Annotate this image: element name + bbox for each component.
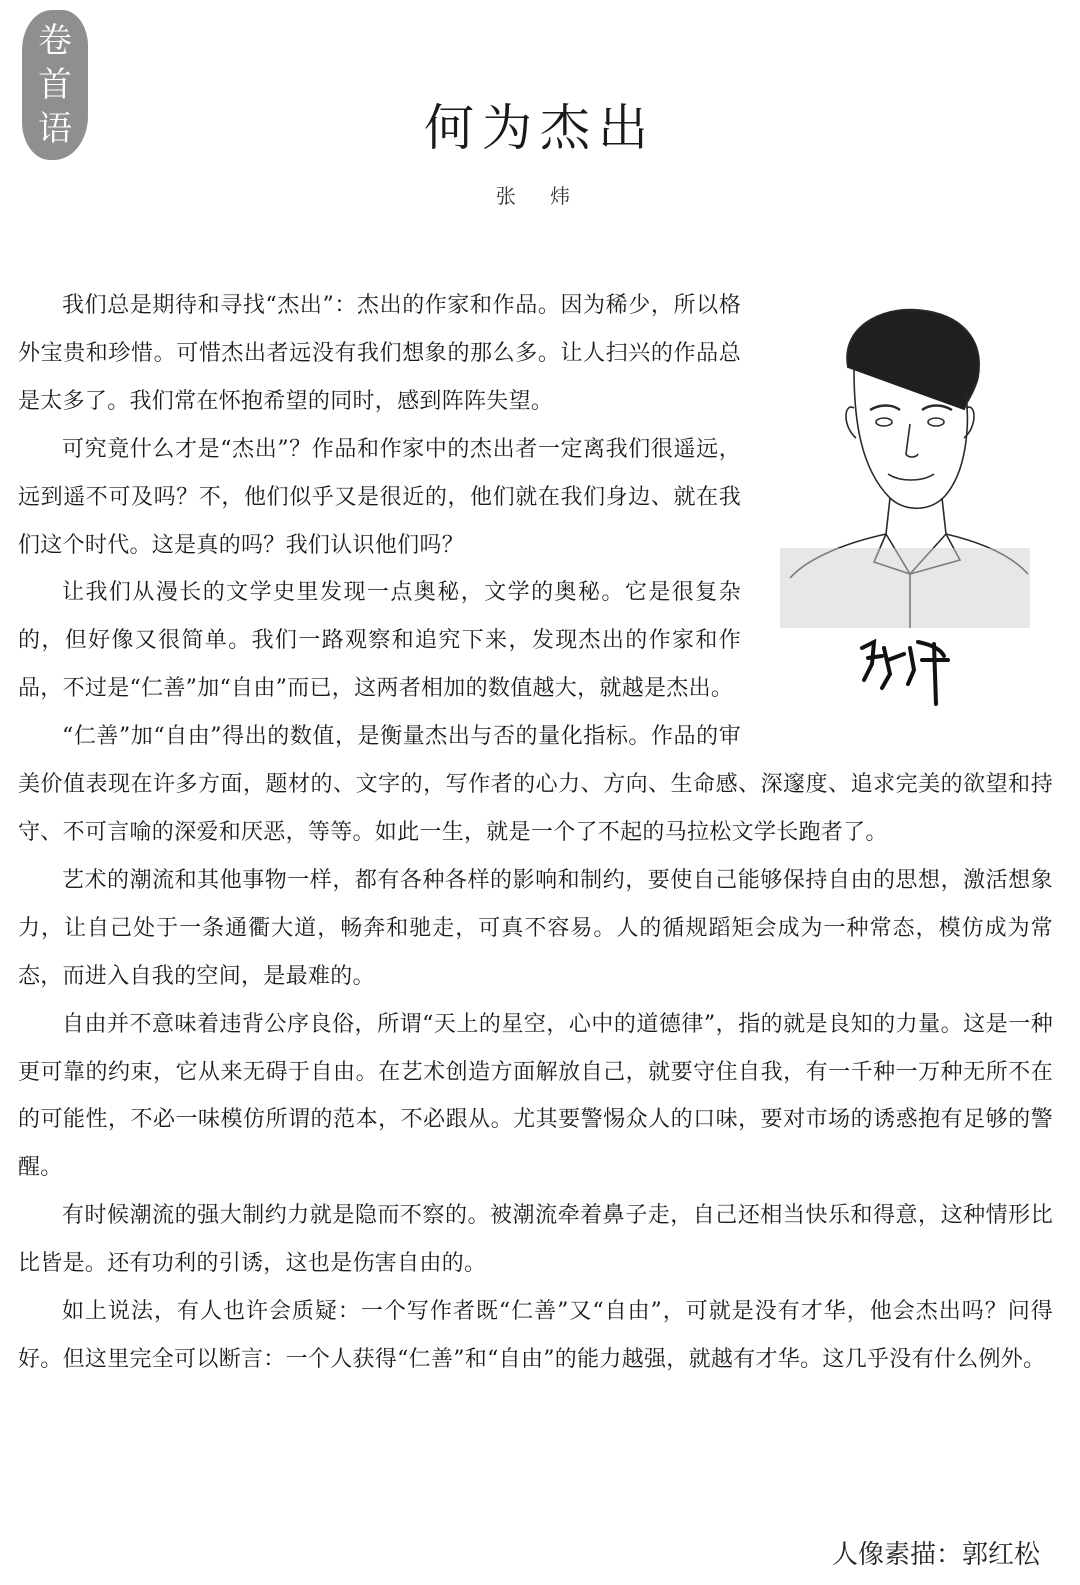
illustration-credit: 人像素描：郭红松	[831, 1540, 1040, 1570]
paragraph: 我们总是期待和寻找“杰出”：杰出的作家和作品。因为稀少，所以格外宝贵和珍惜。可惜杰出者远没有我们想象的那么多。让人扫兴的作品总是太多了。我们常在怀抱希望的同时，感到阵阵失望。	[18, 293, 741, 414]
paragraph: 有时候潮流的强大制约力就是隐而不察的。被潮流牵着鼻子走，自己还相当快乐和得意，这种情形比比皆是。还有功利的引诱，这也是伤害自由的。	[18, 1203, 1053, 1277]
article-body	[18, 282, 1053, 1384]
article-author: 张 炜	[495, 184, 585, 208]
badge-char: 首	[38, 65, 72, 105]
paragraph: “仁善”加“自由”得出的数值，是衡量杰出与否的量化指标。作品的审美价值表现在许多方面，题材的、文字的，写作者的心力、方向、生命感、深邃度、追求完美的欲望和持守、不可言喻的深爱和厌恶，等等。如此一生，就是一个了不起的马拉松文学长跑者了。	[18, 724, 1053, 845]
badge-char: 语	[38, 109, 72, 149]
paragraph: 如上说法，有人也许会质疑：一个写作者既“仁善”又“自由”，可就是没有才华，他会杰出吗？问得好。但这里完全可以断言：一个人获得“仁善”和“自由”的能力越强，就越有才华。这几乎没有什么例外。	[18, 1299, 1053, 1372]
paragraph: 艺术的潮流和其他事物一样，都有各种各样的影响和制约，要使自己能够保持自由的思想，激活想象力，让自己处于一条通衢大道，畅奔和驰走，可真不容易。人的循规蹈矩会成为一种常态，模仿成为常态，而进入自我的空间，是最难的。	[18, 867, 1053, 989]
portrait-space	[741, 282, 1053, 730]
paragraph: 让我们从漫长的文学史里发现一点奥秘，文学的奥秘。它是很复杂的，但好像又很简单。我们一路观察和追究下来，发现杰出的作家和作品，不过是“仁善”加“自由”而已，这两者相加的数值越大，就越是杰出。	[18, 580, 741, 702]
paragraph: 自由并不意味着违背公序良俗，所谓“天上的星空，心中的道德律”，指的就是良知的力量。这是一种更可靠的约束，它从来无碍于自由。在艺术创造方面解放自己，就要守住自我，有一千种一万种无所不在的可能性，不必一味模仿所谓的范本，不必跟从。尤其要警惕众人的口味，要对市场的诱惑抱有足够的警醒。	[18, 1011, 1053, 1181]
paragraph: 可究竟什么才是“杰出”？作品和作家中的杰出者一定离我们很遥远，远到遥不可及吗？不，他们似乎又是很近的，他们就在我们身边、就在我们这个时代。这是真的吗？我们认识他们吗？	[18, 436, 741, 558]
article-title: 何为杰出	[424, 99, 656, 157]
badge-char: 卷	[38, 21, 72, 61]
